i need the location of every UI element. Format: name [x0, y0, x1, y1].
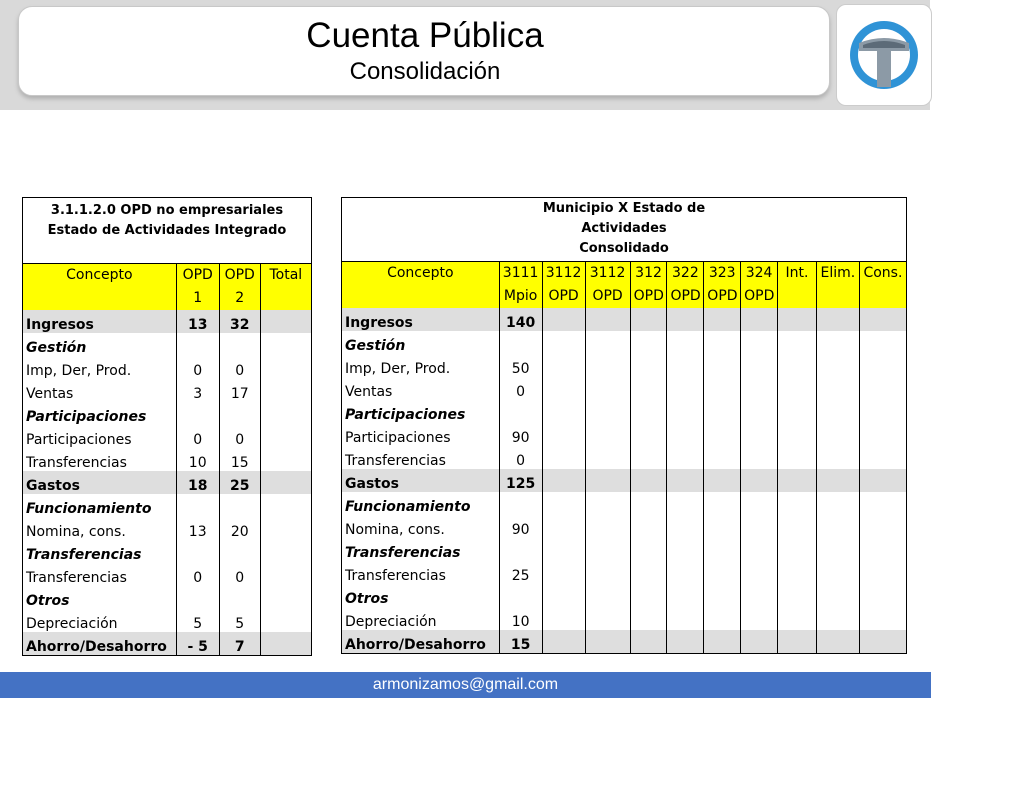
cell-empty: [816, 308, 859, 331]
cell-empty: [585, 377, 630, 400]
table-row: [342, 377, 907, 400]
cell-empty: [704, 331, 741, 354]
row-label: Transferencias: [342, 446, 500, 469]
row-label: Participaciones: [23, 402, 177, 425]
cell-empty: [859, 607, 906, 630]
cell-opd1: 5: [176, 609, 219, 632]
cell-empty: [585, 423, 630, 446]
cell-3111-mpio: 90: [499, 515, 542, 538]
table-row: [342, 354, 907, 377]
cell-empty: [630, 561, 667, 584]
footer-email[interactable]: armonizamos@gmail.com: [372, 676, 559, 693]
cell-empty: [667, 630, 704, 654]
table-row: [342, 607, 907, 630]
cell-empty: [630, 607, 667, 630]
cell-empty: [630, 492, 667, 515]
cell-empty: [667, 331, 704, 354]
cell-3111-mpio: [499, 400, 542, 423]
table-row: [342, 492, 907, 515]
col-header-324: 324 OPD: [741, 262, 778, 309]
left-table-header-row: [23, 264, 312, 311]
cell-empty: [777, 469, 816, 492]
cell-empty: [777, 607, 816, 630]
cell-empty: [777, 515, 816, 538]
row-label: Ventas: [342, 377, 500, 400]
col-header-312: 312 OPD: [630, 262, 667, 309]
table-row: [23, 632, 312, 656]
table-row: [23, 586, 312, 609]
cell-empty: [816, 400, 859, 423]
cell-empty: [667, 469, 704, 492]
cell-3111-mpio: 0: [499, 446, 542, 469]
cell-opd2: 20: [219, 517, 260, 540]
cell-empty: [542, 400, 585, 423]
cell-empty: [585, 492, 630, 515]
row-label: Transferencias: [342, 538, 500, 561]
table-row: [23, 425, 312, 448]
cell-opd1: 13: [176, 517, 219, 540]
cell-empty: [630, 630, 667, 654]
right-table-title: Municipio X Estado de Actividades Consolidado: [342, 198, 907, 262]
cell-empty: [816, 492, 859, 515]
row-label: Transferencias: [342, 561, 500, 584]
row-label: Transferencias: [23, 540, 177, 563]
cell-empty: [585, 515, 630, 538]
row-label: Gastos: [342, 469, 500, 492]
cell-empty: [741, 308, 778, 331]
cell-opd2: 7: [219, 632, 260, 656]
cell-empty: [630, 400, 667, 423]
cell-empty: [630, 331, 667, 354]
table-row: [342, 584, 907, 607]
table-row: [23, 448, 312, 471]
cell-empty: [859, 538, 906, 561]
cell-empty: [741, 492, 778, 515]
cell-empty: [630, 308, 667, 331]
cell-empty: [777, 354, 816, 377]
row-label: Imp, Der, Prod.: [23, 356, 177, 379]
cell-empty: [630, 469, 667, 492]
cell-empty: [741, 423, 778, 446]
cell-empty: [542, 561, 585, 584]
cell-empty: [859, 446, 906, 469]
cell-empty: [542, 607, 585, 630]
cell-empty: [777, 331, 816, 354]
table-row: [342, 446, 907, 469]
cell-empty: [777, 423, 816, 446]
page-title: Cuenta Pública: [306, 16, 544, 55]
cell-empty: [667, 446, 704, 469]
cell-empty: [816, 607, 859, 630]
cell-empty: [585, 354, 630, 377]
cell-empty: [859, 423, 906, 446]
cell-empty: [585, 446, 630, 469]
cell-empty: [630, 538, 667, 561]
cell-empty: [704, 630, 741, 654]
table-row: [342, 400, 907, 423]
cell-empty: [585, 469, 630, 492]
cell-empty: [542, 308, 585, 331]
row-label: Transferencias: [23, 448, 177, 471]
cell-empty: [704, 584, 741, 607]
cell-empty: [542, 584, 585, 607]
cell-empty: [585, 561, 630, 584]
cell-3111-mpio: 15: [499, 630, 542, 654]
cell-empty: [704, 446, 741, 469]
footer-bar: [0, 672, 931, 698]
cell-empty: [816, 515, 859, 538]
cell-empty: [741, 377, 778, 400]
col-header-concepto: Concepto: [342, 262, 500, 309]
table-row: [342, 538, 907, 561]
col-header-opd2: OPD 2: [219, 264, 260, 311]
cell-opd1: 3: [176, 379, 219, 402]
cell-empty: [816, 354, 859, 377]
cell-empty: [816, 423, 859, 446]
table-row: [23, 517, 312, 540]
cell-empty: [816, 377, 859, 400]
col-header-3112b: 3112 OPD: [585, 262, 630, 309]
cell-empty: [816, 469, 859, 492]
cell-empty: [667, 515, 704, 538]
cell-empty: [704, 354, 741, 377]
cell-empty: [585, 607, 630, 630]
cell-empty: [859, 400, 906, 423]
cell-3111-mpio: 140: [499, 308, 542, 331]
row-label: Depreciación: [23, 609, 177, 632]
right-consolidated-table: [341, 197, 907, 654]
cell-empty: [741, 354, 778, 377]
cell-3111-mpio: 25: [499, 561, 542, 584]
cell-empty: [630, 515, 667, 538]
cell-empty: [859, 469, 906, 492]
cell-empty: [704, 308, 741, 331]
cell-empty: [816, 630, 859, 654]
cell-empty: [704, 561, 741, 584]
cell-empty: [741, 400, 778, 423]
cell-empty: [585, 400, 630, 423]
cell-empty: [667, 423, 704, 446]
emblem-T-icon: [845, 13, 923, 97]
cell-empty: [667, 584, 704, 607]
cell-empty: [777, 538, 816, 561]
row-label: Ingresos: [23, 310, 177, 333]
row-label: Nomina, cons.: [23, 517, 177, 540]
col-header-3111: 3111 Mpio: [499, 262, 542, 309]
table-row: [342, 331, 907, 354]
row-label: Participaciones: [342, 400, 500, 423]
cell-empty: [859, 561, 906, 584]
table-row: [342, 630, 907, 654]
col-header-cons: Cons.: [859, 262, 906, 309]
cell-empty: [741, 630, 778, 654]
cell-empty: [542, 538, 585, 561]
cell-opd2: 0: [219, 356, 260, 379]
cell-empty: [777, 308, 816, 331]
cell-3111-mpio: [499, 492, 542, 515]
cell-empty: [816, 561, 859, 584]
logo: [836, 4, 932, 106]
cell-opd1: 18: [176, 471, 219, 494]
left-activities-table: [22, 197, 312, 656]
row-label: Otros: [23, 586, 177, 609]
cell-3111-mpio: 90: [499, 423, 542, 446]
cell-empty: [777, 377, 816, 400]
cell-empty: [630, 354, 667, 377]
cell-empty: [816, 538, 859, 561]
col-header-elim: Elim.: [816, 262, 859, 309]
cell-empty: [667, 538, 704, 561]
table-row: [342, 469, 907, 492]
cell-empty: [585, 308, 630, 331]
table-row: [23, 471, 312, 494]
cell-empty: [542, 331, 585, 354]
cell-total: [260, 310, 311, 333]
cell-opd1: - 5: [176, 632, 219, 656]
cell-empty: [859, 331, 906, 354]
cell-empty: [777, 446, 816, 469]
cell-empty: [777, 584, 816, 607]
cell-empty: [704, 538, 741, 561]
cell-3111-mpio: [499, 584, 542, 607]
cell-empty: [859, 308, 906, 331]
col-header-concepto: Concepto: [23, 264, 177, 311]
cell-empty: [542, 354, 585, 377]
cell-3111-mpio: [499, 538, 542, 561]
cell-empty: [816, 584, 859, 607]
cell-empty: [704, 492, 741, 515]
cell-empty: [704, 423, 741, 446]
row-label: Nomina, cons.: [342, 515, 500, 538]
cell-empty: [741, 446, 778, 469]
col-header-3112a: 3112 OPD: [542, 262, 585, 309]
table-row: [23, 379, 312, 402]
cell-empty: [630, 423, 667, 446]
cell-empty: [704, 469, 741, 492]
cell-empty: [630, 446, 667, 469]
table-row: [23, 540, 312, 563]
cell-opd1: 10: [176, 448, 219, 471]
table-row: [23, 494, 312, 517]
row-label: Ventas: [23, 379, 177, 402]
cell-opd1: 13: [176, 310, 219, 333]
cell-opd2: 0: [219, 563, 260, 586]
table-row: [23, 609, 312, 632]
cell-3111-mpio: 50: [499, 354, 542, 377]
cell-empty: [667, 607, 704, 630]
cell-empty: [667, 354, 704, 377]
col-header-323: 323 OPD: [704, 262, 741, 309]
cell-empty: [667, 492, 704, 515]
cell-empty: [667, 400, 704, 423]
table-row: [342, 515, 907, 538]
cell-empty: [542, 515, 585, 538]
cell-empty: [704, 400, 741, 423]
cell-empty: [859, 515, 906, 538]
cell-empty: [542, 630, 585, 654]
row-label: Funcionamiento: [23, 494, 177, 517]
cell-opd2: 25: [219, 471, 260, 494]
cell-opd2: 5: [219, 609, 260, 632]
cell-opd2: 0: [219, 425, 260, 448]
cell-empty: [816, 446, 859, 469]
row-label: Ingresos: [342, 308, 500, 331]
cell-empty: [630, 377, 667, 400]
row-label: Participaciones: [23, 425, 177, 448]
row-label: Ahorro/Desahorro: [23, 632, 177, 656]
cell-empty: [777, 630, 816, 654]
table-row: [342, 423, 907, 446]
left-table-title: 3.1.1.2.0 OPD no empresariales Estado de Actividades Integrado: [23, 198, 312, 264]
cell-3111-mpio: 10: [499, 607, 542, 630]
table-row: [23, 310, 312, 333]
row-label: Imp, Der, Prod.: [342, 354, 500, 377]
row-label: Funcionamiento: [342, 492, 500, 515]
cell-3111-mpio: 125: [499, 469, 542, 492]
row-label: Gestión: [23, 333, 177, 356]
cell-opd2: 17: [219, 379, 260, 402]
cell-empty: [741, 331, 778, 354]
cell-empty: [585, 630, 630, 654]
table-row: [23, 402, 312, 425]
cell-empty: [859, 377, 906, 400]
cell-opd2: 15: [219, 448, 260, 471]
cell-empty: [704, 607, 741, 630]
cell-empty: [542, 377, 585, 400]
table-row: [342, 308, 907, 331]
cell-3111-mpio: [499, 331, 542, 354]
row-label: Participaciones: [342, 423, 500, 446]
row-label: Gastos: [23, 471, 177, 494]
page-subtitle: Consolidación: [349, 58, 501, 85]
cell-empty: [741, 607, 778, 630]
row-label: Gestión: [342, 331, 500, 354]
table-row: [342, 561, 907, 584]
cell-empty: [542, 469, 585, 492]
row-label: Transferencias: [23, 563, 177, 586]
cell-empty: [777, 492, 816, 515]
right-table-header-row: [342, 262, 907, 309]
col-header-int: Int.: [777, 262, 816, 309]
cell-empty: [542, 492, 585, 515]
cell-opd1: 0: [176, 425, 219, 448]
cell-empty: [542, 423, 585, 446]
cell-empty: [741, 538, 778, 561]
col-header-opd1: OPD 1: [176, 264, 219, 311]
cell-3111-mpio: 0: [499, 377, 542, 400]
cell-empty: [741, 561, 778, 584]
cell-empty: [741, 584, 778, 607]
cell-empty: [777, 561, 816, 584]
table-row: [23, 333, 312, 356]
cell-empty: [816, 331, 859, 354]
col-header-322: 322 OPD: [667, 262, 704, 309]
cell-empty: [667, 377, 704, 400]
cell-empty: [859, 492, 906, 515]
cell-empty: [585, 584, 630, 607]
table-row: [23, 563, 312, 586]
cell-empty: [667, 308, 704, 331]
row-label: Depreciación: [342, 607, 500, 630]
cell-empty: [859, 630, 906, 654]
cell-empty: [630, 584, 667, 607]
cell-empty: [667, 561, 704, 584]
cell-empty: [859, 584, 906, 607]
cell-opd1: 0: [176, 563, 219, 586]
row-label: Otros: [342, 584, 500, 607]
cell-empty: [585, 538, 630, 561]
cell-empty: [585, 331, 630, 354]
cell-opd2: 32: [219, 310, 260, 333]
cell-empty: [859, 354, 906, 377]
cell-empty: [704, 515, 741, 538]
cell-empty: [777, 400, 816, 423]
cell-empty: [741, 469, 778, 492]
cell-empty: [542, 446, 585, 469]
col-header-total: Total: [260, 264, 311, 311]
row-label: Ahorro/Desahorro: [342, 630, 500, 654]
cell-empty: [704, 377, 741, 400]
cell-empty: [741, 515, 778, 538]
table-row: [23, 356, 312, 379]
cell-opd1: 0: [176, 356, 219, 379]
